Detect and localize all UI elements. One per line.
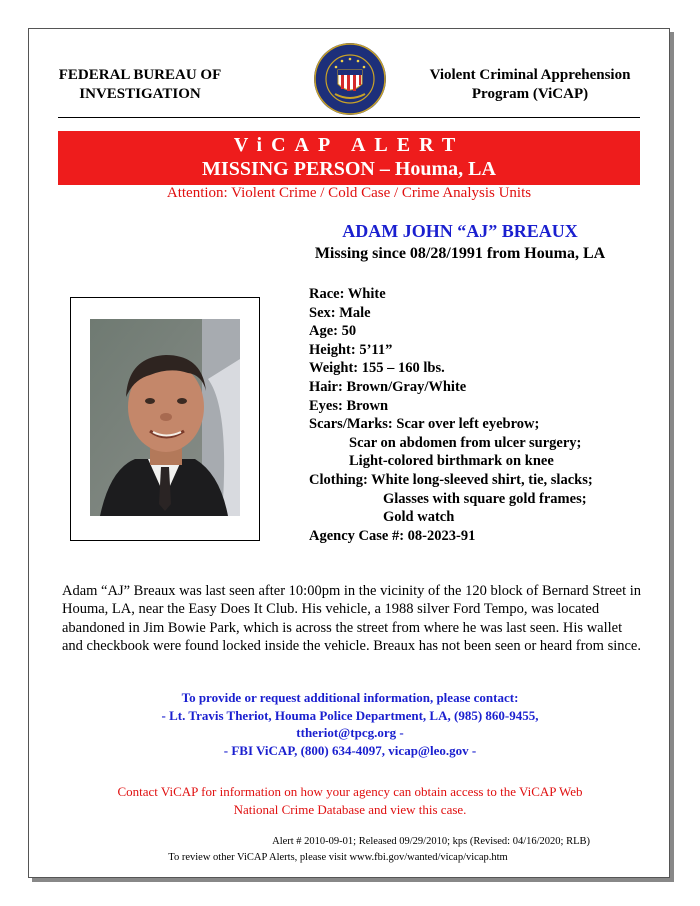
detail-eyes: Eyes: Brown (309, 397, 389, 414)
detail-scars-1: Scars/Marks: Scar over left eyebrow; (309, 416, 540, 433)
vicap-access-note (70, 783, 630, 819)
detail-weight: Weight: 155 – 160 lbs. (309, 360, 445, 377)
detail-clothing-3: Gold watch (383, 509, 455, 526)
detail-age: Age: 50 (309, 323, 357, 340)
detail-clothing-1: Clothing: White long-sleeved shirt, tie, slacks; (309, 471, 593, 488)
alert-banner (58, 131, 640, 185)
detail-sex: Sex: Male (309, 304, 371, 321)
subject-details (309, 285, 593, 545)
case-narrative: Adam “AJ” Breaux was last seen after 10:00pm in the vicinity of the 120 block of Bernard Street in Houma, LA, near the Easy Does It Club. His vehicle, a 1988 silver Ford Tempo, was located abandoned in Jim Bowie Park, which is across the street from where he was last seen. His wallet and checkbook were found locked inside the vehicle. Breaux has not been seen or heard from since. (62, 583, 642, 655)
photo-frame (70, 297, 260, 541)
program-name-line1: Violent Criminal Apprehension (429, 67, 631, 83)
program-name-line2: Program (ViCAP) (471, 86, 589, 102)
contact-houma-email: ttheriot@tpcg.org - (296, 725, 404, 740)
contact-houma-pd: - Lt. Travis Theriot, Houma Police Department, LA, (985) 860-9455, (161, 707, 539, 723)
alerts-website-note: To review other ViCAP Alerts, please visit www.fbi.gov/wanted/vicap/vicap.htm (168, 852, 508, 863)
agency-name-line1: FEDERAL BUREAU OF (58, 67, 222, 83)
detail-scars-3: Light-colored birthmark on knee (349, 453, 554, 470)
alert-banner-title: ViCAP ALERT (233, 134, 465, 156)
fbi-seal-icon (313, 42, 387, 116)
detail-case-number: Agency Case #: 08-2023-91 (309, 527, 476, 544)
subject-photo (90, 319, 240, 516)
attention-line: Attention: Violent Crime / Cold Case / Crime Analysis Units (166, 185, 532, 201)
contact-fbi-vicap: - FBI ViCAP, (800) 634-4097, vicap@leo.gov - (223, 742, 477, 758)
missing-since: Missing since 08/28/1991 from Houma, LA (314, 245, 606, 262)
program-name (410, 66, 650, 104)
contact-block (70, 689, 630, 759)
detail-clothing-2: Glasses with square gold frames; (383, 490, 587, 507)
agency-name (40, 66, 240, 104)
vicap-note-line2: National Crime Database and view this case. (233, 802, 467, 817)
header-divider (58, 117, 640, 118)
alert-release-info: Alert # 2010-09-01; Released 09/29/2010; kps (Revised: 04/16/2020; RLB) (272, 836, 590, 847)
detail-race: Race: White (309, 286, 386, 302)
subject-name: ADAM JOHN “AJ” BREAUX (342, 221, 578, 241)
detail-height: Height: 5’11” (309, 341, 393, 358)
contact-intro: To provide or request additional information, please contact: (181, 690, 519, 705)
detail-scars-2: Scar on abdomen from ulcer surgery; (349, 434, 582, 451)
vicap-note-line1: Contact ViCAP for information on how your agency can obtain access to the ViCAP Web (117, 784, 583, 799)
agency-name-line2: INVESTIGATION (79, 86, 201, 102)
alert-banner-subtitle: MISSING PERSON – Houma, LA (202, 158, 496, 180)
detail-hair: Hair: Brown/Gray/White (309, 378, 467, 395)
